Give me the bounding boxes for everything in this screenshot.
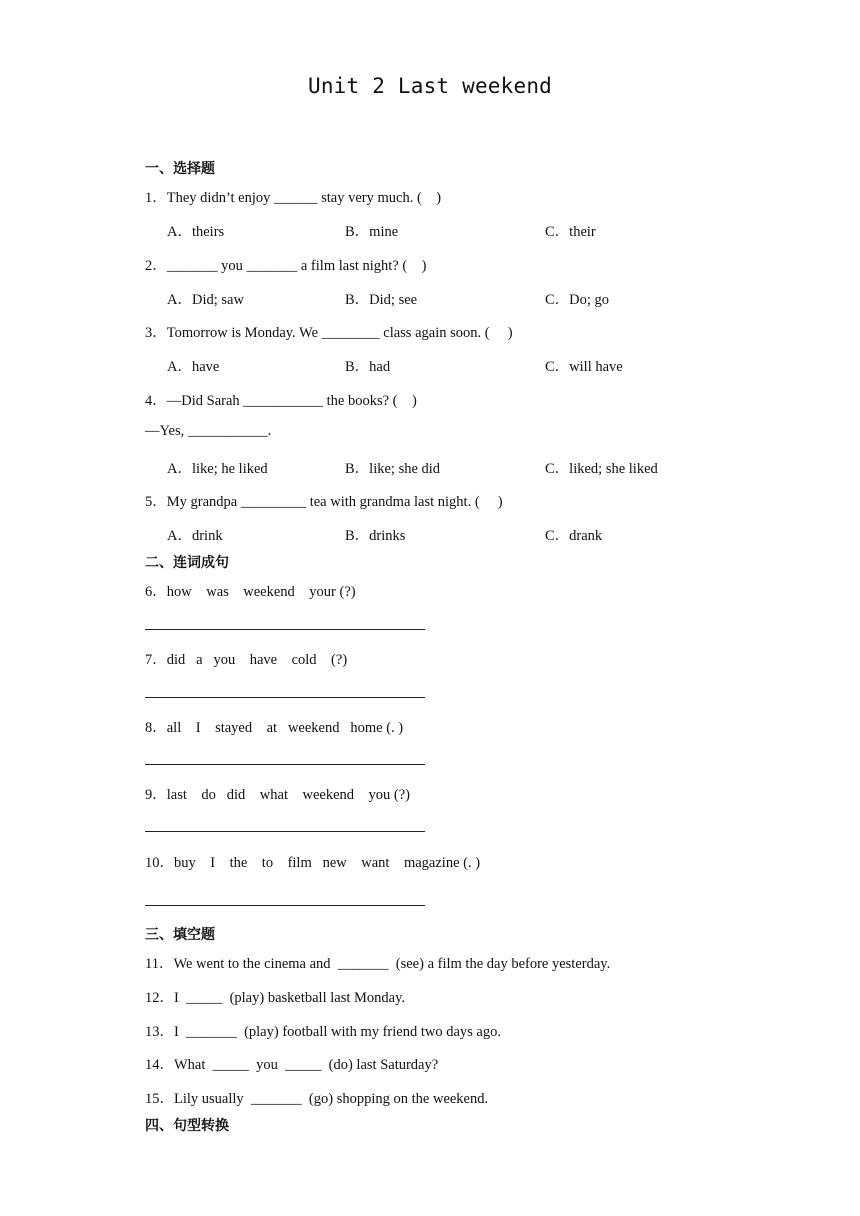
question-2: 2．_______ you _______ a film last night? ( ) bbox=[145, 258, 427, 274]
q5-option-a: A．drink bbox=[167, 528, 223, 544]
question-1: 1．They didn’t enjoy ______ stay very much. ( ) bbox=[145, 190, 442, 206]
q5-option-c: C．drank bbox=[545, 528, 603, 544]
q3-option-a: A．have bbox=[167, 359, 220, 375]
q4-option-b: B．like; she did bbox=[345, 461, 441, 477]
q4-option-c: C．liked; she liked bbox=[545, 461, 658, 477]
q3-option-b: B．had bbox=[345, 359, 391, 375]
question-5: 5．My grandpa _________ tea with grandma last night. ( ) bbox=[145, 494, 503, 510]
question-8: 8．all I stayed at weekend home (. ) bbox=[145, 720, 404, 736]
q2-option-a: A．Did; saw bbox=[167, 292, 244, 308]
q3-option-c: C．will have bbox=[545, 359, 623, 375]
section-heading-transform: 四、句型转换 bbox=[145, 1118, 229, 1134]
question-4: 4．—Did Sarah ___________ the books? ( ) bbox=[145, 393, 417, 409]
q1-option-b: B．mine bbox=[345, 224, 399, 240]
answer-line-6[interactable] bbox=[145, 629, 425, 630]
page-title: Unit 2 Last weekend bbox=[307, 74, 553, 98]
section-heading-fill: 三、填空题 bbox=[145, 927, 215, 943]
question-10: 10．buy I the to film new want magazine (. ) bbox=[145, 855, 481, 871]
question-12: 12．I _____ (play) basketball last Monday. bbox=[145, 990, 406, 1006]
question-6: 6．how was weekend your (?) bbox=[145, 584, 356, 600]
question-15: 15．Lily usually _______ (go) shopping on the weekend. bbox=[145, 1091, 489, 1107]
question-13: 13．I _______ (play) football with my friend two days ago. bbox=[145, 1024, 501, 1040]
q2-option-c: C．Do; go bbox=[545, 292, 610, 308]
q1-option-a: A．theirs bbox=[167, 224, 225, 240]
section-heading-order: 二、连词成句 bbox=[145, 555, 229, 571]
question-4-reply: —Yes, ___________. bbox=[145, 423, 272, 439]
q4-option-a: A．like; he liked bbox=[167, 461, 268, 477]
question-3: 3．Tomorrow is Monday. We ________ class again soon. ( ) bbox=[145, 325, 513, 341]
q5-option-b: B．drinks bbox=[345, 528, 406, 544]
q1-option-c: C．their bbox=[545, 224, 596, 240]
question-9: 9．last do did what weekend you (?) bbox=[145, 787, 410, 803]
question-11: 11．We went to the cinema and _______ (see) a film the day before yesterday. bbox=[145, 956, 611, 972]
section-heading-choice: 一、选择题 bbox=[145, 161, 215, 177]
q2-option-b: B．Did; see bbox=[345, 292, 418, 308]
question-14: 14．What _____ you _____ (do) last Saturday? bbox=[145, 1057, 439, 1073]
answer-line-10[interactable] bbox=[145, 905, 425, 906]
answer-line-9[interactable] bbox=[145, 831, 425, 832]
answer-line-7[interactable] bbox=[145, 697, 425, 698]
question-7: 7．did a you have cold (?) bbox=[145, 652, 348, 668]
answer-line-8[interactable] bbox=[145, 764, 425, 765]
